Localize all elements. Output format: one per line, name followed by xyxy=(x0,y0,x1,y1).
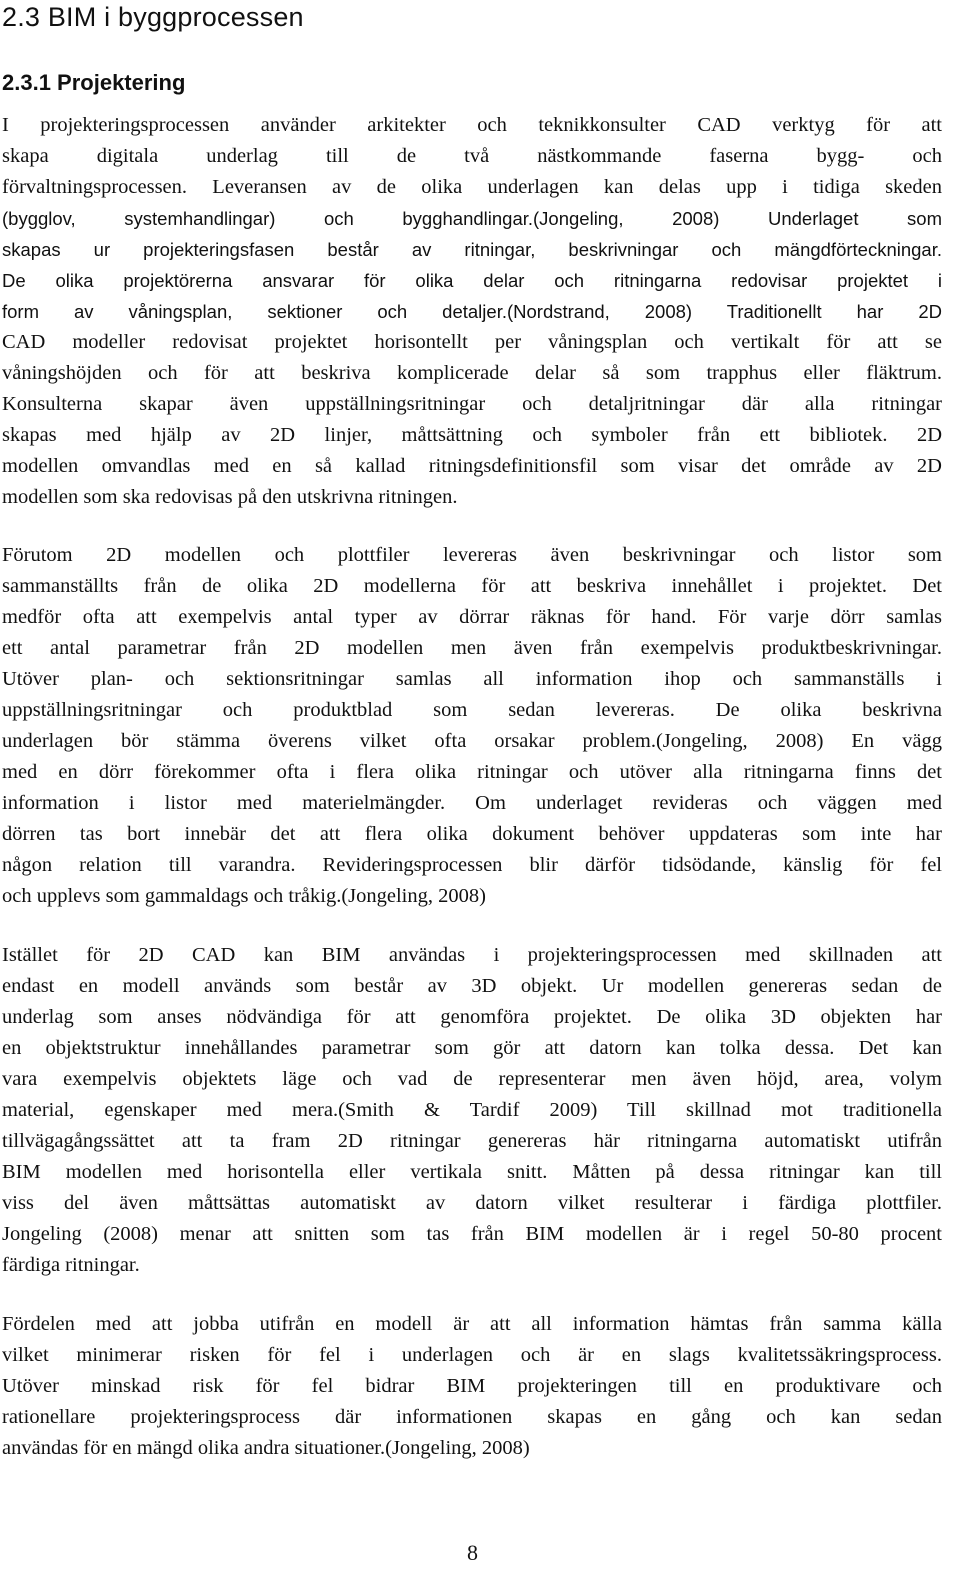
paragraph-1 xyxy=(2,110,942,513)
paragraph-line: underlagen bör stämma överens vilket ofta orsakar problem.(Jongeling, 2008) En vägg xyxy=(2,730,942,752)
paragraph-line: ett antal parametrar från 2D modellen men även från exempelvis produktbeskrivningar. xyxy=(2,637,942,659)
paragraph-line: medför ofta att exempelvis antal typer av dörrar räknas för hand. För varje dörr samlas xyxy=(2,606,942,628)
paragraph-line: tillvägagångssättet att ta fram 2D ritningar genereras här ritningarna automatiskt utifrån xyxy=(2,1130,942,1152)
paragraph-line: våningshöjden och för att beskriva komplicerade delar så som trapphus eller fläktrum. xyxy=(2,362,942,384)
paragraph-line: underlag som anses nödvändiga för att genomföra projektet. De olika 3D objekten har xyxy=(2,1006,942,1028)
paragraph-line: material, egenskaper med mera.(Smith & Tardif 2009) Till skillnad mot traditionella xyxy=(2,1099,942,1121)
paragraph-line: Jongeling (2008) menar att snitten som tas från BIM modellen är i regel 50-80 procent xyxy=(2,1223,942,1245)
paragraph-line: modellen omvandlas med en så kallad ritningsdefinitionsfil som visar det område av 2D xyxy=(2,455,942,477)
paragraph-line: någon relation till varandra. Revideringsprocessen blir därför tidsödande, känslig för fel xyxy=(2,854,942,876)
paragraph-4 xyxy=(2,1309,942,1464)
paragraph-line: sammanställts från de olika 2D modellerna för att beskriva innehållet i projektet. Det xyxy=(2,575,942,597)
paragraph-line: Förutom 2D modellen och plottfiler levereras även beskrivningar och listor som xyxy=(2,544,942,566)
paragraph-line: CAD modeller redovisat projektet horisontellt per våningsplan och vertikalt för att se xyxy=(2,331,942,353)
paragraph-line: och upplevs som gammaldags och tråkig.(Jongeling, 2008) xyxy=(2,885,486,907)
paragraph-line: Konsulterna skapar även uppställningsritningar och detaljritningar där alla ritningar xyxy=(2,393,942,415)
paragraph-line: viss del även måttsättas automatiskt av datorn vilket resulterar i färdiga plottfiler. xyxy=(2,1192,942,1214)
paragraph-line: Fördelen med att jobba utifrån en modell är att all information hämtas från samma källa xyxy=(2,1313,942,1335)
paragraph-line: rationellare projekteringsprocess där informationen skapas en gång och kan sedan xyxy=(2,1406,942,1428)
paragraph-3 xyxy=(2,940,942,1281)
paragraph-line: med en dörr förekommer ofta i flera olika ritningar och utöver alla ritningarna finns det xyxy=(2,761,942,783)
paragraph-line: en objektstruktur innehållandes parametrar som gör att datorn kan tolka dessa. Det kan xyxy=(2,1037,942,1059)
paragraph-line: information i listor med materielmängder. Om underlaget revideras och väggen med xyxy=(2,792,942,814)
paragraph-line: skapas ur projekteringsfasen består av ritningar, beskrivningar och mängdförteckningar. xyxy=(2,239,942,260)
paragraph-line: vilket minimerar risken för fel i underlagen och är en slags kvalitetssäkringsprocess. xyxy=(2,1344,942,1366)
paragraph-line: Istället för 2D CAD kan BIM användas i projekteringsprocessen med skillnaden att xyxy=(2,944,942,966)
paragraph-line: vara exempelvis objektets läge och vad de representerar men även höjd, area, volym xyxy=(2,1068,942,1090)
paragraph-line: I projekteringsprocessen använder arkitekter och teknikkonsulter CAD verktyg för att xyxy=(2,114,942,136)
paragraph-line: BIM modellen med horisontella eller vertikala snitt. Måtten på dessa ritningar kan till xyxy=(2,1161,942,1183)
paragraph-line: förvaltningsprocessen. Leveransen av de olika underlagen kan delas upp i tidiga skeden xyxy=(2,176,942,198)
paragraph-line: uppställningsritningar och produktblad som sedan levereras. De olika beskrivna xyxy=(2,699,942,721)
paragraph-line: skapa digitala underlag till de två nästkommande faserna bygg- och xyxy=(2,145,942,167)
paragraph-line: (bygglov, systemhandlingar) och bygghandlingar.(Jongeling, 2008) Underlaget som xyxy=(2,208,942,229)
paragraph-line: skapas med hjälp av 2D linjer, måttsättning och symboler från ett bibliotek. 2D xyxy=(2,424,942,446)
section-heading: 2.3 BIM i byggprocessen xyxy=(2,2,304,32)
paragraph-2 xyxy=(2,540,942,912)
paragraph-line: Utöver plan- och sektionsritningar samlas all information ihop och sammanställs i xyxy=(2,668,942,690)
paragraph-line: endast en modell används som består av 3D objekt. Ur modellen genereras sedan de xyxy=(2,975,942,997)
paragraph-line: form av våningsplan, sektioner och detaljer.(Nordstrand, 2008) Traditionellt har 2D xyxy=(2,301,942,322)
paragraph-line: De olika projektörerna ansvarar för olika delar och ritningarna redovisar projektet i xyxy=(2,270,942,291)
paragraph-line: dörren tas bort innebär det att flera olika dokument behöver uppdateras som inte har xyxy=(2,823,942,845)
subsection-heading: 2.3.1 Projektering xyxy=(2,70,186,95)
paragraph-line: modellen som ska redovisas på den utskrivna ritningen. xyxy=(2,486,458,508)
page-number: 8 xyxy=(467,1540,478,1565)
paragraph-line: användas för en mängd olika andra situationer.(Jongeling, 2008) xyxy=(2,1437,530,1459)
paragraph-line: Utöver minskad risk för fel bidrar BIM projekteringen till en produktivare och xyxy=(2,1375,942,1397)
paragraph-line: färdiga ritningar. xyxy=(2,1254,140,1276)
